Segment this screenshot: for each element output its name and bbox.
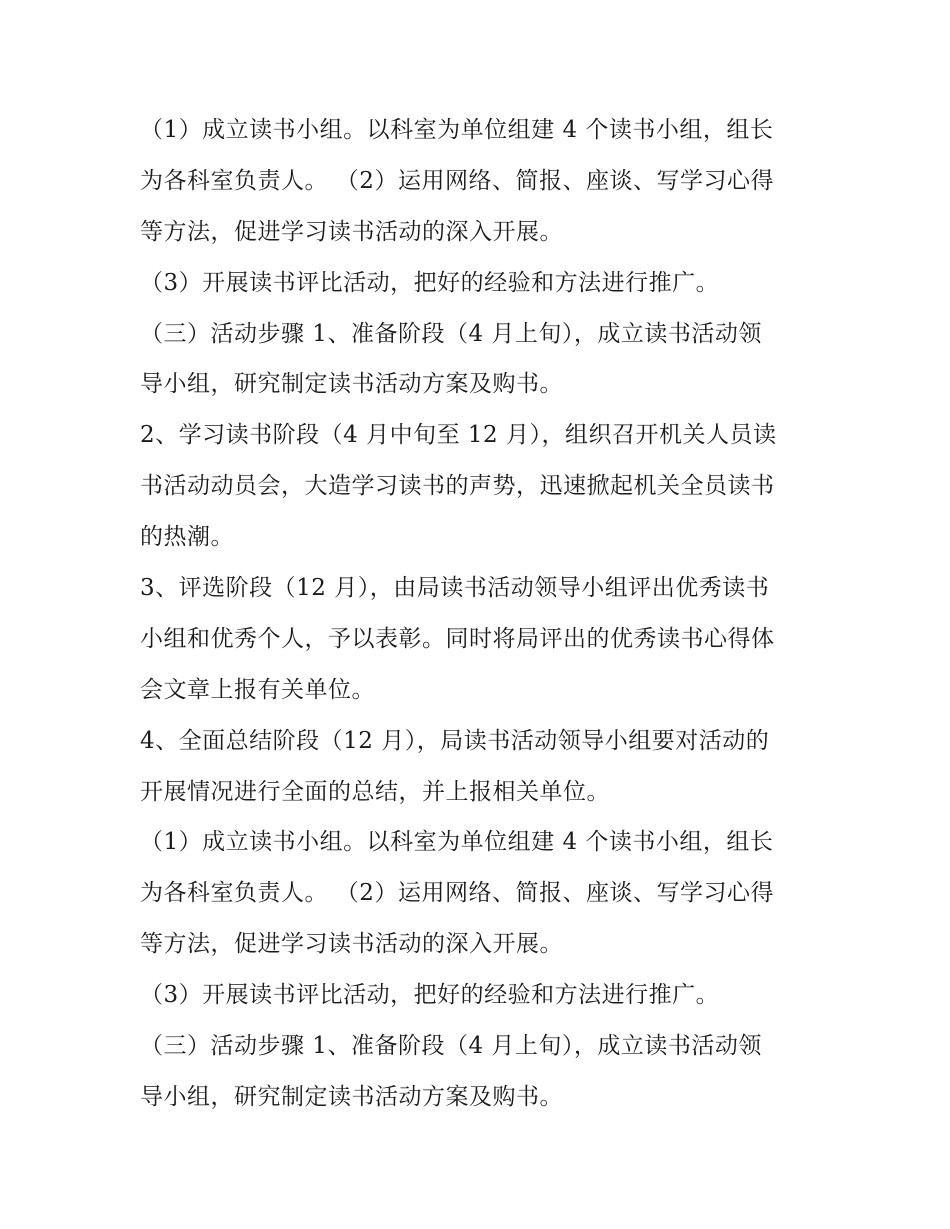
text-line: 2、学习读书阶段（4 月中旬至 12 月），组织召开机关人员读 — [140, 422, 777, 449]
text-line: 4、全面总结阶段（12 月），局读书活动领导小组要对活动的 — [140, 727, 770, 754]
text-line: 开展情况进行全面的总结，并上报相关单位。 — [140, 778, 610, 805]
text-line: 为各科室负责人。 （2）运用网络、简报、座谈、写学习心得 — [140, 880, 774, 907]
document-body — [140, 110, 820, 1128]
text-line: （3）开展读书评比活动，把好的经验和方法进行推广。 — [140, 269, 720, 296]
text-line: 导小组，研究制定读书活动方案及购书。 — [140, 1083, 563, 1110]
text-line: 为各科室负责人。 （2）运用网络、简报、座谈、写学习心得 — [140, 167, 774, 194]
text-line: 会文章上报有关单位。 — [140, 676, 375, 703]
text-line: 等方法，促进学习读书活动的深入开展。 — [140, 218, 563, 245]
text-line: 书活动动员会，大造学习读书的声势，迅速掀起机关全员读书 — [140, 473, 775, 500]
text-line: 的热潮。 — [140, 524, 234, 551]
text-line: 等方法，促进学习读书活动的深入开展。 — [140, 931, 563, 958]
text-line: （三）活动步骤 1、准备阶段（4 月上旬），成立读书活动领 — [140, 1033, 762, 1060]
text-line: （1）成立读书小组。以科室为单位组建 4 个读书小组，组长 — [140, 117, 774, 143]
text-line: （三）活动步骤 1、准备阶段（4 月上旬），成立读书活动领 — [140, 320, 762, 347]
text-line: 导小组，研究制定读书活动方案及购书。 — [140, 371, 563, 398]
text-line: （3）开展读书评比活动，把好的经验和方法进行推广。 — [140, 982, 720, 1009]
text-line: 小组和优秀个人，予以表彰。同时将局评出的优秀读书心得体 — [140, 625, 775, 652]
text-line: （1）成立读书小组。以科室为单位组建 4 个读书小组，组长 — [140, 829, 774, 856]
text-line: 3、评选阶段（12 月），由局读书活动领导小组评出优秀读书 — [140, 575, 770, 602]
